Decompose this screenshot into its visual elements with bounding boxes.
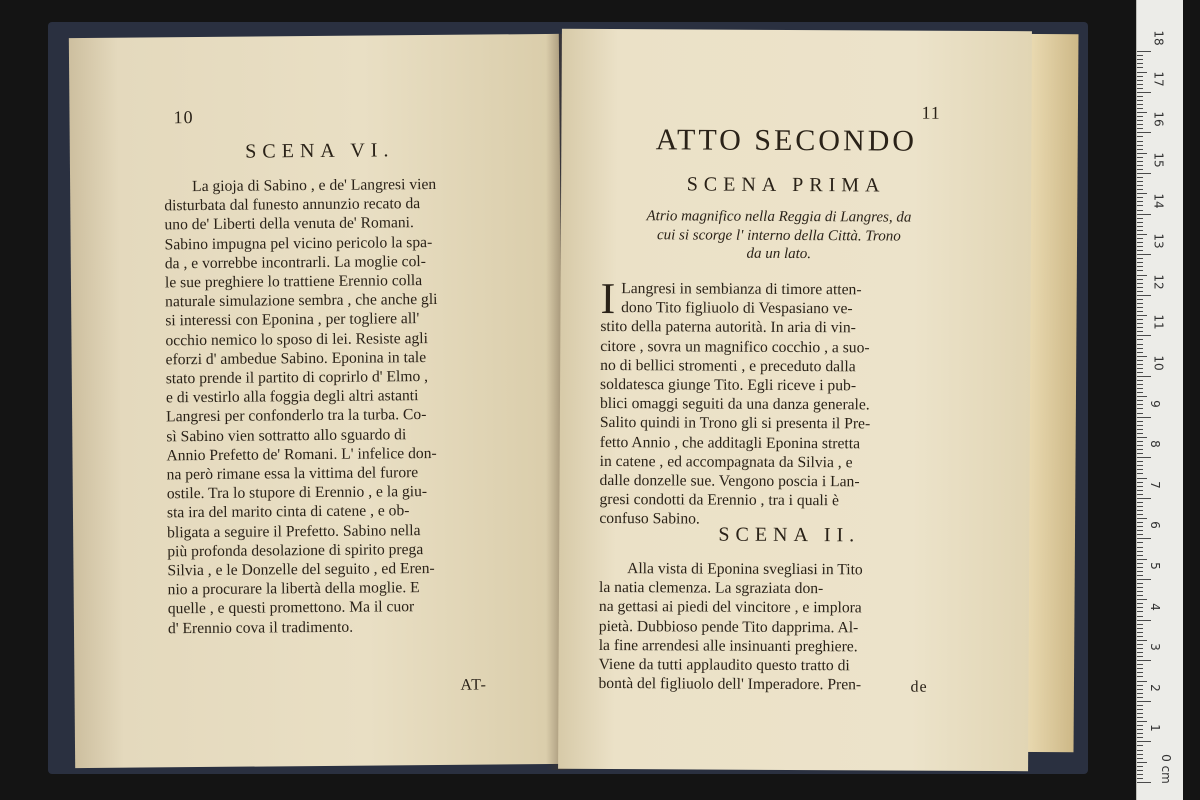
ruler-number: 8 [1147, 440, 1162, 449]
ruler-tick [1137, 287, 1143, 288]
ruler-tick [1137, 620, 1151, 621]
ruler-tick [1137, 571, 1143, 572]
left-text-line: naturale simulazione sembra , che anche gli [165, 291, 438, 311]
ruler-tick [1137, 595, 1143, 596]
drop-cap: I [600, 273, 616, 324]
measuring-ruler [1136, 0, 1183, 800]
ruler-tick [1137, 404, 1143, 405]
ruler-tick [1137, 745, 1143, 746]
right-page [558, 29, 1032, 771]
ruler-tick [1137, 165, 1143, 166]
ruler-tick [1137, 120, 1143, 121]
ruler-tick [1137, 55, 1143, 56]
ruler-tick [1137, 433, 1143, 434]
ruler-tick [1137, 494, 1143, 495]
ruler-tick [1137, 729, 1143, 730]
ruler-tick [1137, 270, 1143, 271]
ruler-number: 3 [1147, 643, 1162, 652]
ruler-tick [1137, 388, 1143, 389]
ruler-tick [1137, 352, 1143, 353]
ruler-tick [1137, 449, 1143, 450]
ruler-tick [1137, 214, 1151, 215]
ruler-tick [1137, 323, 1143, 324]
ruler-tick [1137, 141, 1143, 142]
ruler-tick [1137, 750, 1143, 751]
ruler-tick [1137, 124, 1143, 125]
ruler-number: 1 [1147, 724, 1162, 733]
ruler-tick [1137, 193, 1147, 194]
ruler-tick [1137, 733, 1143, 734]
ruler-tick [1137, 230, 1143, 231]
ruler-tick [1137, 559, 1147, 560]
ruler-tick [1137, 59, 1143, 60]
scene-one-line: Langresi in sembianza di timore atten- [621, 280, 862, 299]
ruler-tick [1137, 246, 1143, 247]
ruler-number: 11 [1151, 314, 1166, 331]
ruler-tick [1137, 299, 1143, 300]
ruler-tick [1137, 697, 1143, 698]
ruler-tick [1137, 132, 1151, 133]
ruler-tick [1137, 197, 1143, 198]
left-text-line: sta ira del marito cinta di catene , e ob- [166, 502, 410, 522]
ruler-tick [1137, 339, 1143, 340]
ruler-tick [1137, 725, 1143, 726]
ruler-tick [1137, 640, 1147, 641]
ruler-tick [1137, 189, 1143, 190]
ruler-tick [1137, 482, 1143, 483]
ruler-tick [1137, 522, 1143, 523]
ruler-tick [1137, 563, 1143, 564]
left-text-line: e di vestirlo alla foggia degli altri astanti [165, 387, 419, 407]
ruler-tick [1137, 656, 1143, 657]
ruler-number: 15 [1151, 152, 1166, 168]
ruler-tick [1137, 770, 1143, 771]
ruler-tick [1137, 307, 1143, 308]
ruler-tick [1137, 628, 1143, 629]
ruler-tick [1137, 555, 1143, 556]
ruler-tick [1137, 465, 1143, 466]
ruler-tick [1137, 478, 1147, 479]
ruler-tick [1137, 652, 1143, 653]
ruler-tick [1137, 157, 1143, 158]
scene-one-body [599, 273, 962, 531]
left-text-line: bligata a seguire il Prefetto. Sabino nella [167, 521, 421, 541]
ruler-tick [1137, 437, 1147, 438]
ruler-tick [1137, 603, 1143, 604]
ruler-tick [1137, 672, 1143, 673]
ruler-tick [1137, 599, 1147, 600]
ruler-tick [1137, 303, 1143, 304]
ruler-tick [1137, 445, 1143, 446]
ruler-tick [1137, 108, 1143, 109]
ruler-tick [1137, 453, 1143, 454]
ruler-tick [1137, 583, 1143, 584]
ruler-tick [1137, 100, 1143, 101]
left-text-line: na però rimane essa la vittima del furore [166, 464, 419, 484]
ruler-tick [1137, 514, 1143, 515]
ruler-tick [1137, 315, 1147, 316]
ruler-tick [1137, 258, 1143, 259]
ruler-tick [1137, 319, 1143, 320]
ruler-tick [1137, 96, 1143, 97]
ruler-tick [1137, 701, 1151, 702]
scene-one-line: fetto Annio , che additagli Eponina stretta [599, 433, 861, 452]
scene-one-line: Salito quindi in Trono gli si presenta il Pre- [599, 414, 871, 433]
ruler-number: 13 [1151, 233, 1166, 249]
ruler-tick [1137, 218, 1143, 219]
ruler-tick [1137, 774, 1143, 775]
page-number-left: 10 [173, 107, 194, 128]
left-text-line: quelle , e questi promettono. Ma il cuor [167, 598, 415, 618]
ruler-tick [1137, 72, 1147, 73]
ruler-tick [1137, 51, 1151, 52]
ruler-tick [1137, 782, 1151, 783]
ruler-number: 18 [1151, 30, 1166, 46]
ruler-tick [1137, 392, 1143, 393]
ruler-tick [1137, 721, 1147, 722]
ruler-tick [1137, 283, 1143, 284]
scene-two-line: Alla vista di Eponina svegliasi in Tito [627, 560, 863, 579]
scene-title-right: SCENA PRIMA [686, 173, 886, 197]
ruler-tick [1137, 664, 1143, 665]
ruler-number: 7 [1147, 480, 1162, 489]
act-title: ATTO SECONDO [655, 123, 918, 158]
ruler-tick [1137, 624, 1143, 625]
ruler-tick [1137, 551, 1143, 552]
ruler-tick [1137, 153, 1147, 154]
ruler-tick [1137, 587, 1143, 588]
ruler-tick [1137, 242, 1143, 243]
ruler-tick [1137, 632, 1143, 633]
scene-one-line: confuso Sabino. [599, 510, 700, 528]
scene-one-line: citore , sovra un magnifico cocchio , a suo- [600, 337, 870, 356]
ruler-tick [1137, 201, 1143, 202]
ruler-tick [1137, 88, 1143, 89]
ruler-tick [1137, 421, 1143, 422]
ruler-tick [1137, 579, 1151, 580]
ruler-tick [1137, 473, 1143, 474]
scene-one-line: no di bellici stromenti , e preceduto dalla [600, 356, 856, 376]
ruler-tick [1137, 547, 1143, 548]
ruler-tick [1137, 518, 1147, 519]
ruler-number: 0 cm [1158, 754, 1173, 784]
scene-two-line: Viene da tutti applaudito questo tratto di [598, 655, 850, 675]
ruler-tick [1137, 758, 1143, 759]
ruler-tick [1137, 457, 1151, 458]
ruler-tick [1137, 400, 1143, 401]
left-text-line: da , e vorrebbe incontrarli. La moglie col- [164, 252, 426, 273]
ruler-tick [1137, 344, 1143, 345]
ruler-number: 5 [1147, 562, 1162, 570]
ruler-tick [1137, 408, 1143, 409]
ruler-number: 9 [1147, 399, 1162, 408]
ruler-number: 6 [1147, 521, 1162, 530]
ruler-tick [1137, 778, 1143, 779]
ruler-tick [1137, 250, 1143, 251]
left-page [69, 34, 565, 768]
ruler-tick [1137, 737, 1143, 738]
ruler-tick [1137, 177, 1143, 178]
left-page-body [164, 174, 508, 638]
ruler-tick [1137, 116, 1143, 117]
ruler-tick [1137, 262, 1143, 263]
ruler-tick [1137, 376, 1151, 377]
ruler-tick [1137, 567, 1143, 568]
ruler-tick [1137, 238, 1143, 239]
ruler-tick [1137, 380, 1143, 381]
ruler-tick [1137, 348, 1143, 349]
left-text-line: nio a procurare la libertà della moglie. E [167, 579, 420, 599]
scene-one-line: soldatesca giunge Tito. Egli riceve i pub- [600, 375, 857, 395]
ruler-tick [1137, 709, 1143, 710]
left-text-line: sì Sabino vien sottratto allo sguardo di [166, 425, 407, 445]
ruler-number: 17 [1151, 71, 1166, 87]
scene-two-line: la fine arrendesi alle insinuanti preghiere. [598, 636, 858, 656]
ruler-tick [1137, 372, 1143, 373]
ruler-tick [1137, 526, 1143, 527]
ruler-number: 10 [1151, 355, 1166, 371]
left-text-line: stato prende il partito di coprirlo d' Elmo , [165, 368, 429, 388]
ruler-tick [1137, 63, 1143, 64]
ruler-tick [1137, 498, 1151, 499]
ruler-tick [1137, 226, 1143, 227]
left-text-line: più profonda desolazione di spirito prega [167, 540, 424, 561]
scene-one-line: dalle donzelle sue. Vengono poscia i Lan- [599, 472, 860, 491]
left-text-line: Silvia , e le Donzelle del seguito , ed Eren- [167, 560, 435, 580]
scene-two-line: bontà del figliuolo dell' Imperadore. Pren- [598, 675, 862, 694]
ruler-tick [1137, 112, 1147, 113]
ruler-number: 14 [1151, 192, 1166, 209]
ruler-tick [1137, 713, 1143, 714]
ruler-tick [1137, 104, 1143, 105]
ruler-number: 16 [1151, 111, 1166, 128]
ruler-tick [1137, 181, 1143, 182]
left-text-line: si interessi con Eponina , per togliere all' [165, 310, 420, 330]
ruler-tick [1137, 607, 1143, 608]
ruler-tick [1137, 173, 1151, 174]
catchword-right: de [910, 678, 928, 696]
ruler-tick [1137, 660, 1151, 661]
ruler-tick [1137, 364, 1143, 365]
left-text-line: Annio Prefetto de' Romani. L' infelice don- [166, 444, 437, 465]
ruler-tick [1137, 417, 1151, 418]
ruler-tick [1137, 222, 1143, 223]
scene-one-line: blici omaggi seguiti da una danza generale. [599, 395, 870, 414]
ruler-tick [1137, 128, 1143, 129]
ruler-tick [1137, 506, 1143, 507]
ruler-tick [1137, 169, 1143, 170]
left-text-line: Sabino impugna pel vicino pericolo la spa- [164, 233, 433, 253]
ruler-tick [1137, 636, 1143, 637]
ruler-tick [1137, 502, 1143, 503]
left-text-line: La gioja di Sabino , e de' Langresi vien [192, 175, 437, 196]
ruler-tick [1137, 469, 1143, 470]
ruler-tick [1137, 360, 1143, 361]
ruler-tick [1137, 762, 1147, 763]
ruler-tick [1137, 429, 1143, 430]
ruler-tick [1137, 335, 1151, 336]
ruler-tick [1137, 145, 1143, 146]
ruler-tick [1137, 534, 1143, 535]
ruler-tick [1137, 210, 1143, 211]
page-number-right: 11 [921, 102, 941, 123]
ruler-number: 4 [1147, 602, 1162, 611]
ruler-tick [1137, 510, 1143, 511]
ruler-tick [1137, 149, 1143, 150]
ruler-tick [1137, 291, 1143, 292]
ruler-tick [1137, 685, 1143, 686]
ruler-tick [1137, 616, 1143, 617]
ruler-tick [1137, 591, 1143, 592]
ruler-tick [1137, 279, 1143, 280]
ruler-tick [1137, 136, 1143, 137]
ruler-tick [1137, 644, 1143, 645]
catchword-left: AT- [460, 676, 487, 694]
scene-two-body [598, 559, 961, 695]
ruler-tick [1137, 161, 1143, 162]
scene-one-line: stito della paterna autorità. In aria di vin- [600, 318, 856, 337]
ruler-tick [1137, 92, 1151, 93]
ruler-tick [1137, 185, 1143, 186]
stage-direction-line: cui si scorge l' interno della Città. Trono [656, 226, 901, 245]
ruler-number: 2 [1147, 683, 1162, 692]
scene-two-line: na gettasi ai piedi del vincitore , e implora [598, 598, 862, 617]
ruler-number: 12 [1151, 274, 1166, 290]
left-text-line: occhio nemico lo sposo di lei. Resiste agli [165, 329, 428, 349]
scene-two-title: SCENA II. [718, 523, 861, 547]
ruler-tick [1137, 754, 1143, 755]
ruler-tick [1137, 693, 1143, 694]
ruler-tick [1137, 705, 1143, 706]
ruler-tick [1137, 76, 1143, 77]
ruler-tick [1137, 486, 1143, 487]
ruler-tick [1137, 766, 1143, 767]
stage-direction-line: da un lato. [746, 245, 812, 263]
ruler-tick [1137, 84, 1143, 85]
ruler-tick [1137, 275, 1147, 276]
scene-one-line: gresi condotti da Erennio , tra i quali è [599, 491, 839, 510]
ruler-tick [1137, 80, 1143, 81]
ruler-tick [1137, 254, 1151, 255]
left-text-line: uno de' Liberti della venuta de' Romani. [164, 214, 414, 234]
ruler-tick [1137, 542, 1143, 543]
ruler-tick [1137, 441, 1143, 442]
stage-direction [599, 207, 959, 264]
ruler-tick [1137, 368, 1143, 369]
ruler-tick [1137, 530, 1143, 531]
scene-two-line: pietà. Dubbioso pende Tito dapprima. Al- [598, 617, 859, 636]
ruler-tick [1137, 717, 1143, 718]
ruler-tick [1137, 425, 1143, 426]
scene-one-line: dono Tito figliuolo di Vespasiano ve- [621, 299, 853, 318]
ruler-tick [1137, 676, 1143, 677]
ruler-tick [1137, 648, 1143, 649]
ruler-tick [1137, 461, 1143, 462]
scene-one-line: in catene , ed accompagnata da Silvia , e [599, 452, 853, 472]
ruler-tick [1137, 67, 1143, 68]
ruler-tick [1137, 689, 1143, 690]
ruler-tick [1137, 327, 1143, 328]
ruler-tick [1137, 311, 1143, 312]
ruler-tick [1137, 538, 1151, 539]
ruler-tick [1137, 681, 1147, 682]
ruler-tick [1137, 295, 1151, 296]
stage-direction-line: Atrio magnifico nella Reggia di Langres, da [646, 208, 912, 226]
ruler-tick [1137, 741, 1151, 742]
left-text-line: d' Erennio cova il tradimento. [167, 618, 354, 637]
ruler-tick [1137, 413, 1143, 414]
ruler-tick [1137, 266, 1143, 267]
ruler-tick [1137, 205, 1143, 206]
left-text-line: le sue preghiere lo trattiene Erennio colla [164, 272, 423, 292]
ruler-tick [1137, 611, 1143, 612]
ruler-tick [1137, 490, 1143, 491]
ruler-tick [1137, 575, 1143, 576]
scene-two-line: la natia clemenza. La sgraziata don- [598, 579, 824, 598]
ruler-tick [1137, 234, 1147, 235]
scene-title-left: SCENA VI. [245, 139, 395, 163]
left-text-line: ostile. Tra lo stupore di Erennio , e la giu- [166, 483, 428, 503]
ruler-tick [1137, 396, 1147, 397]
left-text-line: disturbata dal funesto annunzio recato da [164, 195, 421, 215]
left-text-line: Langresi per confonderlo tra la turba. Co- [166, 406, 427, 426]
left-text-line: eforzi d' ambedue Sabino. Eponina in tale [165, 348, 427, 369]
ruler-tick [1137, 356, 1147, 357]
ruler-tick [1137, 331, 1143, 332]
ruler-tick [1137, 668, 1143, 669]
ruler-tick [1137, 384, 1143, 385]
